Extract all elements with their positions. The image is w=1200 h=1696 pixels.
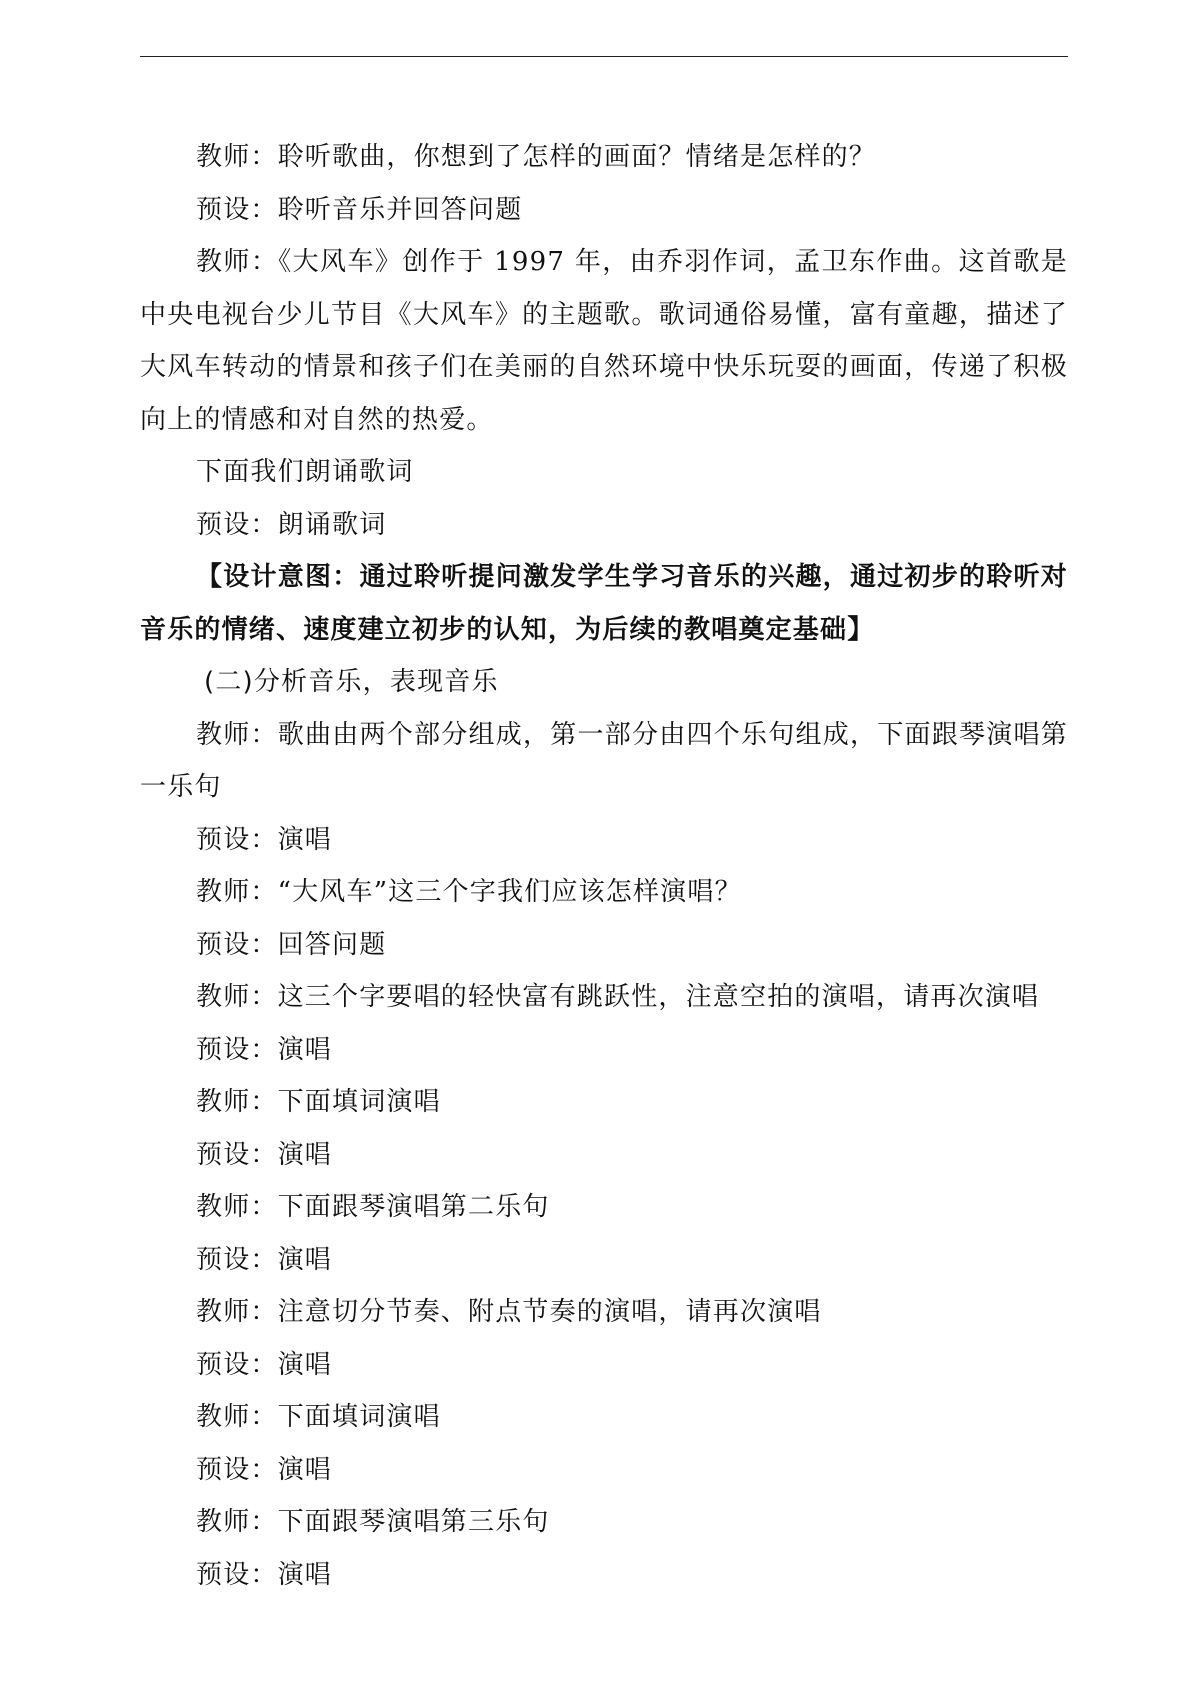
paragraph: 教师：歌曲由两个部分组成，第一部分由四个乐句组成，下面跟琴演唱第一乐句 — [140, 719, 1068, 802]
paragraph: 预设：演唱 — [196, 824, 333, 855]
section-heading: (二)分析音乐，表现音乐 — [204, 667, 499, 697]
paragraph: 教师：这三个字要唱的轻快富有跳跃性，注意空拍的演唱，请再次演唱 — [196, 982, 1040, 1012]
paragraph: 教师：《大风车》创作于 1997 年，由乔羽作词，孟卫东作曲。这首歌是中央电视台少儿节目《大风车》的主题歌。歌词通俗易懂，富有童趣，描述了大风车转动的情景和孩子们在美丽的自然环境中快乐玩耍的画面，传递了积极向上的情感和对自然的热爱。 — [140, 247, 1068, 435]
paragraph: 教师：下面跟琴演唱第二乐句 — [196, 1192, 550, 1222]
paragraph: 教师：注意切分节奏、附点节奏的演唱，请再次演唱 — [196, 1297, 822, 1327]
header-rule — [140, 56, 1068, 57]
paragraph: 教师：下面填词演唱 — [196, 1402, 441, 1432]
paragraph: 教师：下面填词演唱 — [196, 1087, 441, 1117]
document-body — [140, 131, 1068, 1601]
paragraph: 预设：演唱 — [196, 1559, 333, 1590]
paragraph: 教师：下面跟琴演唱第三乐句 — [196, 1507, 550, 1537]
paragraph: 下面我们朗诵歌词 — [196, 457, 414, 487]
paragraph: 预设：演唱 — [196, 1034, 333, 1065]
paragraph: 预设：演唱 — [196, 1244, 333, 1275]
paragraph: 预设：演唱 — [196, 1454, 333, 1485]
paragraph: 教师：“大风车”这三个字我们应该怎样演唱？ — [196, 877, 742, 907]
paragraph: 教师：聆听歌曲，你想到了怎样的画面？情绪是怎样的？ — [196, 142, 877, 172]
paragraph: 预设：聆听音乐并回答问题 — [196, 194, 523, 225]
paragraph: 预设：朗诵歌词 — [196, 509, 387, 540]
paragraph: 预设：演唱 — [196, 1349, 333, 1380]
paragraph: 预设：回答问题 — [196, 929, 387, 960]
paragraph: 预设：演唱 — [196, 1139, 333, 1170]
design-intent-paragraph: 【设计意图：通过聆听提问激发学生学习音乐的兴趣，通过初步的聆听对音乐的情绪、速度建立初步的认知，为后续的教唱奠定基础】 — [140, 562, 1068, 645]
